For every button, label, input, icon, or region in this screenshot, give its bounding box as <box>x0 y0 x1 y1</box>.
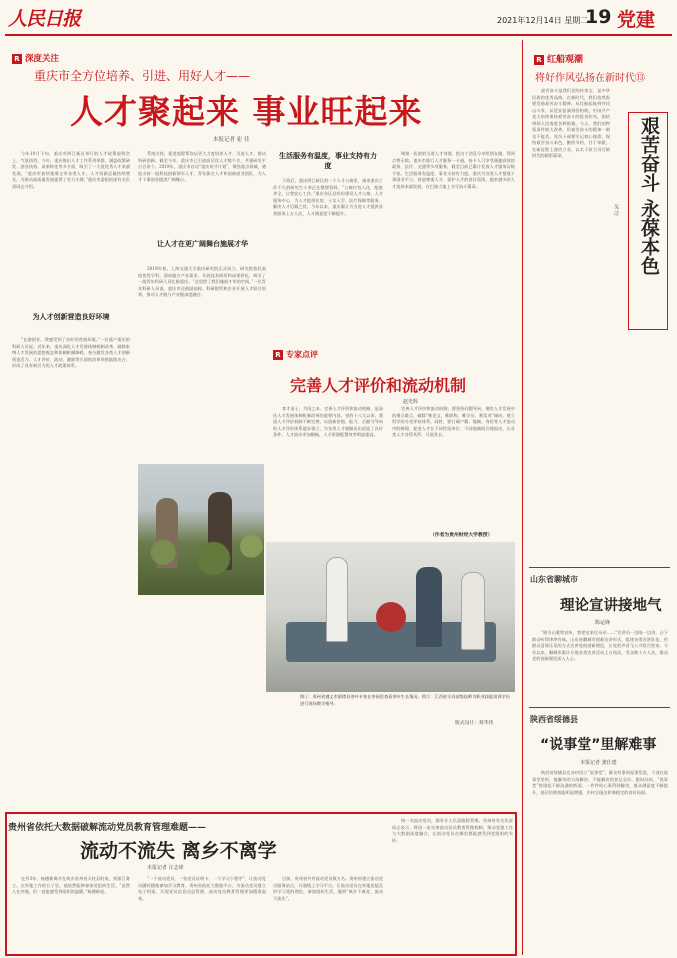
section-mark-icon: R <box>12 54 22 64</box>
right2-byline: 陈运锋 <box>595 620 611 626</box>
middle-col2-text: 完善人才评价和流动机制，要坚持问题导向，聚焦人才发展中的堵点难点，破除“唯论文、唯职称、唯学历、唯奖项”倾向，建立科学的分类评价体系。同时，要打破户籍、地域、身份等人才流动中的障碍，促进人才在不同性质单位、不同地域间合理流动，让各类人才各得其所、尽展其长。 <box>392 406 515 437</box>
photo-person <box>416 567 442 647</box>
top-byline: 本报记者 崔 佳 <box>213 137 250 143</box>
middle-source: （作者为贵州财经大学教授） <box>430 532 493 538</box>
news-photo-tea-garden <box>138 464 264 595</box>
right2-title: 理论宣讲接地气 <box>560 598 662 614</box>
right3-title: “说事堂”里解难事 <box>540 737 657 753</box>
right-column-divider <box>522 40 523 955</box>
right-section-rule <box>529 707 670 708</box>
photo-person <box>326 557 348 642</box>
layout-designer: 版式设计：蔡华伟 <box>455 721 494 726</box>
right1-subtitle: 将好作风弘扬在新时代⑬ <box>535 73 645 84</box>
right-section-rule <box>529 567 670 568</box>
bottom-byline: 本报记者 汪志球 <box>147 865 184 871</box>
top-pre-title: 重庆市全方位培养、引进、用好人才—— <box>34 69 251 83</box>
issue-date: 2021年12月14日 星期二 <box>497 16 589 25</box>
right1-body-lower <box>532 340 668 550</box>
right2-kicker: 山东省聊城市 <box>530 575 578 584</box>
top-subhead-2: 让人才在更广阔舞台施展才华 <box>157 240 248 248</box>
right1-byline: 吴 洁 <box>613 204 619 216</box>
photo-foliage <box>138 534 264 595</box>
top-col4-text: 调第一医院的引进人才刘建，把这个消息分享给朋友圈，得到点赞无数。重庆市推行人才服务一卡通，持卡人可享受便捷高效的政务、医疗、交通等多项服务，截至目前已累计发放人才服务证数千张。生活服务有温度，事业支持有力度。重庆为各类人才搭建干事创业平台，营造尊重人才、爱护人才的良好氛围，越来越多的人才选择来渝发展，在巴渝大地上书写奋斗篇章。 <box>392 151 515 189</box>
bottom-title: 流动不流失 离乡不离学 <box>80 840 277 862</box>
middle-byline: 赵光辉 <box>403 399 419 405</box>
bottom-col4-text: 格一名流动党员，都有专人负责跟踪管理。贵州省有关负责同志表示，将进一步完善流动党员教育管理机制，推动党建工作与大数据深度融合，让流动党员在哪里都能感受到党组织的关怀。 <box>392 818 513 843</box>
masthead <box>0 0 677 36</box>
middle-title: 完善人才评价和流动机制 <box>290 376 467 395</box>
bottom-col3-text: 目前，贵州省共有流动党员数万名。贵州省建立流动党员服务站点，开通线上学习平台，让流动党员在外地也能及时学习党的理论，参加组织生活，做到“离乡不离党、流动不流失”。 <box>273 876 383 901</box>
photo-person <box>461 572 485 650</box>
masthead-rule <box>5 34 672 36</box>
top-subhead-1: 为人才创新营造良好环境 <box>32 313 110 321</box>
right3-byline: 本报记者 龚仕建 <box>580 760 617 766</box>
section-mark-icon: R <box>273 350 283 360</box>
top-col3-text: 下班后，重庆两江新区的一个人才公寓里，刚来重庆工作不久的研究生小李正在整理资料。“公寓拎包入住，配套齐全，让我安心工作。”重庆各区县纷纷建设人才公寓、人才服务中心，为人才提供住房、子女入学、医疗保障等服务，解决人才后顾之忧。今年以来，重庆累计为引进人才提供各类服务上万人次，人才满意度不断提升。 <box>273 178 383 216</box>
right3-kicker: 陕西省绥德县 <box>530 715 578 724</box>
right1-title: 艰苦奋斗 永葆本色 <box>638 116 660 275</box>
top-col1-text: 今年10月下旬，重庆市两江新区举行的人才政策说明会上，气氛热烈。今年，重庆推出人才工作系列举措，涵盖政策研发、创业扶持、成果转化等多方面，吸引了一大批优秀人才来渝发展。“重庆市加快集聚全市各类人才，人才资源总量持续增长，为推动高质量发展提供了有力支撑。”重庆市委组织部有关负责同志介绍。 <box>12 151 130 189</box>
photo-machine-red <box>376 602 406 632</box>
bottom-pre-title: 贵州省依托大数据破解流动党员教育管理难题—— <box>8 823 207 833</box>
top-kicker: R 深度关注 <box>12 52 59 64</box>
top-subhead-3: 生活服务有温度，事业支持有力度 <box>279 152 377 170</box>
section-mark-icon: R <box>534 55 544 65</box>
right2-body: “唱支山歌给党听，我把党来比母亲……”宣讲员一边唱一边讲，台下群众听得津津有味。山东省聊城市创新宣讲形式，组建各类宣讲队伍，用群众喜闻乐见的方式宣讲党的创新理论，让党的声音飞入寻常百姓家。今年以来，聊城市累计开展各类宣讲活动上万场次，受众数十万人次，推动党的创新理论深入人心。 <box>532 630 668 661</box>
photo-caption: 图①：贵州省遵义市湄潭县茶叶专家在茶园里查看茶叶生长情况。图②：江西省丰县高级技师为职业技能培训学员进行现场教学指导。 <box>300 694 510 706</box>
right1-kicker: R 红船观潮 <box>534 52 583 65</box>
bottom-col1-text: 在外3年，杨德新离开在故乡贵州省天柱县的家，到浙江务工。在外地工作的日子里，他依然能够参加党组织生活。“虽然人在外地，但一直能感受到组织的温暖。”杨德新说。 <box>12 876 130 894</box>
right3-body: 陕西省绥德县在各村设立“说事堂”，群众有事到说事堂说，干部在说事堂里听，能解决的当场解决，不能解决的登记交办、限时办结。“说事堂”搭建起干群沟通的桥梁，一件件烦心事得到解决，群众满意度不断提升，基层治理效能明显增强，乡村呈现出和谐稳定的良好局面。 <box>532 770 668 795</box>
top-col2b-text: 2019年春，上海交通大学重庆研究院正式成立。研究院依托高校优势学科，面向地方产业需求，开展技术研发和成果转化，吸引了一批青年科研人员扎根重庆。“这里给了我们施展才华的空间。”一位青年科研人员说。重庆市还鼓励高校、科研院所和企业开展人才联合培养，推动人才链与产业链深度融合。 <box>138 266 266 297</box>
top-title: 人才聚起来 事业旺起来 <box>70 92 423 131</box>
news-photo-training <box>266 542 515 692</box>
right1-body: 艰苦奋斗是我们党的传家宝，是中华民族的优秀品格。在新时代，我们依然需要发扬艰苦奋斗精神。从红船起航到井冈山斗争，从延安窑洞到西柏坡，中国共产党人始终保持艰苦奋斗的优良作风，团结带领人民战胜各种困难。今天，我们的物质条件极大改善，但艰苦奋斗的精神一刻也不能丢。党员干部要牢记初心使命，保持艰苦奋斗本色，勤俭节约，甘于奉献，在新征程上建功立业，以实干担当书写新时代的精彩篇章。 <box>532 88 610 158</box>
middle-col1-text: 育才造士，为国之本。完善人才评价和流动机制，是深化人才发展体制机制改革的重要内容。党的十八大以来，我国人才评价机制不断完善，以创新价值、能力、贡献为导向的人才评价体系逐步建立，为各类人才脱颖而出创造了良好条件。人才流动更加顺畅，人才资源配置效率明显提高。 <box>273 406 383 437</box>
page-number: 19 <box>585 6 612 28</box>
section-name: 党建 <box>617 9 656 31</box>
middle-kicker: R 专家点评 <box>273 349 318 360</box>
top-col2-text: 系统支持，促进流程帮你以更大力度培养人才、引进人才，推动科研创新。截至今年，重庆市已引进高层次人才数千名，共建研发平台百余个。2019年，重庆市启动“重庆英才计划”，聚焦重点领域，遴选支持一批科技创新领军人才、青年拔尖人才和创新创业团队，为人才干事创业提供广阔舞台。 <box>138 151 266 182</box>
newspaper-logo: 人民日报 <box>8 8 81 30</box>
top-col1b-text: “在渝创业，我感受到了良好的营商环境。”一位落户重庆的科研人员说。近年来，重庆深化人才发展体制机制改革，破除束缚人才发展的思想观念和体制机制障碍，充分激发各类人才创新创造活力。人才评价、流动、激励等方面的改革举措陆续出台，形成了具有吸引力的人才政策体系。 <box>12 337 130 368</box>
bottom-col2-text: “一个流动党员、一张党员证明卡、一个学习小程序”，让流动党员随时随地参加学习教育。贵州省依托大数据平台，为流动党员建立电子档案，实现党员信息动态管理，流动党员教育管理更加精准高效。 <box>138 876 266 901</box>
